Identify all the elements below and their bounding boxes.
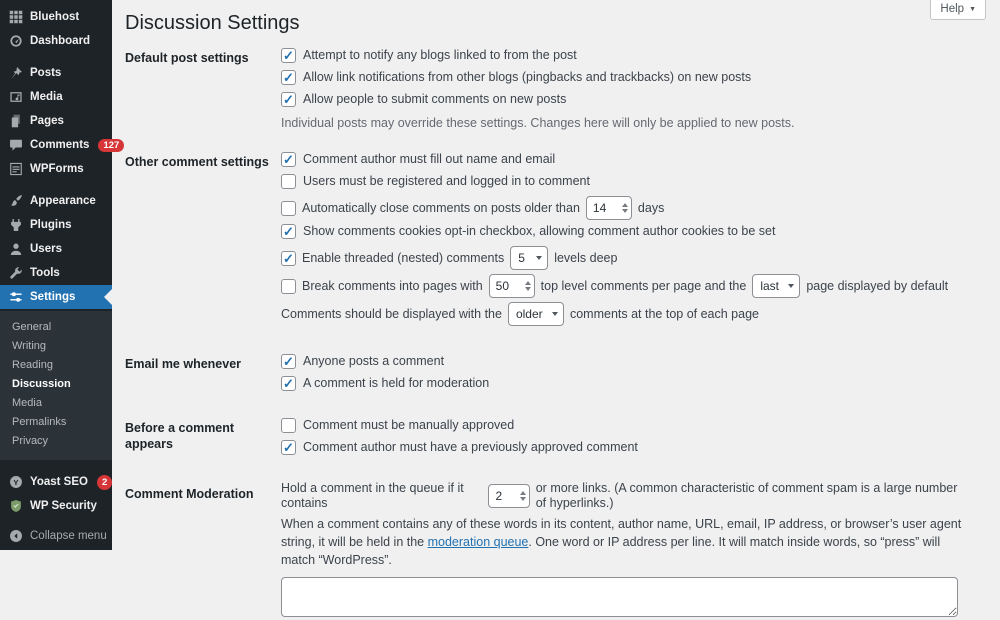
pages-icon xyxy=(9,114,23,128)
sidebar-item-bluehost[interactable] xyxy=(0,5,112,29)
submenu-item-privacy[interactable]: Privacy xyxy=(12,435,49,447)
page-title: Discussion Settings xyxy=(125,12,300,34)
yoast-count-badge: 2 xyxy=(97,475,112,490)
grid-icon xyxy=(9,10,23,24)
submenu-item-discussion[interactable]: Discussion xyxy=(12,378,71,390)
threaded-depth-select[interactable] xyxy=(510,246,548,270)
threaded-label-post: levels deep xyxy=(554,250,618,265)
close-comments-label-pre: Automatically close comments on posts older than xyxy=(302,200,580,215)
sidebar-item-label: WPForms xyxy=(30,163,84,175)
comment-order-select[interactable] xyxy=(508,302,564,326)
sidebar-item-label: Tools xyxy=(30,267,60,279)
checkbox-label: Comment author must have a previously approved comment xyxy=(303,440,638,454)
default-post-note: Individual posts may override these settings. Changes here will only be applied to new posts. xyxy=(281,116,795,130)
section-label: Email me whenever xyxy=(125,357,242,371)
settings-submenu xyxy=(0,311,112,460)
section-label: Comment Moderation xyxy=(125,487,254,501)
sidebar-item-label: Dashboard xyxy=(30,35,91,47)
submenu-item-reading[interactable]: Reading xyxy=(12,359,53,371)
close-comments-checkbox[interactable] xyxy=(281,201,296,216)
collapse-menu-button[interactable] xyxy=(0,524,112,548)
plug-icon xyxy=(9,218,23,232)
checkbox-row-close-comments xyxy=(281,196,971,220)
checkbox-label: Comment author must fill out name and email xyxy=(303,152,556,166)
close-comments-label-post: days xyxy=(637,200,665,215)
order-label-pre: Comments should be displayed with the xyxy=(281,306,502,321)
cookies-optin-checkbox[interactable] xyxy=(281,224,296,239)
default-page-select[interactable] xyxy=(752,274,800,298)
checkbox-row-require-name-email[interactable] xyxy=(281,152,971,167)
close-days-input[interactable] xyxy=(586,196,632,220)
sidebar-item-label: Yoast SEO xyxy=(30,476,88,488)
section-label: Before a comment appears xyxy=(125,421,235,451)
threaded-comments-checkbox[interactable] xyxy=(281,251,296,266)
sliders-icon xyxy=(9,290,23,304)
sidebar-item-label: WP Security xyxy=(30,500,97,512)
sidebar-item-tools[interactable] xyxy=(0,261,112,285)
order-label-post: comments at the top of each page xyxy=(569,306,759,321)
sidebar-item-label: Users xyxy=(30,243,62,255)
max-links-input[interactable] xyxy=(488,484,529,508)
svg-text:Y: Y xyxy=(13,477,19,487)
comments-per-page-input[interactable] xyxy=(489,274,535,298)
sidebar-item-label: Pages xyxy=(30,115,64,127)
checkbox-label: Anyone posts a comment xyxy=(303,354,445,368)
section-before-comment-appears xyxy=(125,418,980,462)
sidebar-item-label: Collapse menu xyxy=(30,530,107,542)
comment-order-select-wrap xyxy=(508,302,564,326)
checkbox-label: Allow link notifications from other blogs (pingbacks and trackbacks) on new posts xyxy=(303,70,752,84)
sidebar-item-users[interactable] xyxy=(0,237,112,261)
pingbacks-checkbox[interactable] xyxy=(281,70,296,85)
comment-bubble-icon xyxy=(9,138,23,152)
sidebar-item-appearance[interactable] xyxy=(0,189,112,213)
sidebar-item-comments[interactable] xyxy=(0,133,120,157)
sidebar-item-label: Bluehost xyxy=(30,11,80,23)
sidebar-item-label: Appearance xyxy=(30,195,96,207)
moderation-queue-link[interactable]: moderation queue xyxy=(427,535,529,549)
brush-icon xyxy=(9,194,23,208)
gauge-icon xyxy=(9,34,23,48)
sidebar-item-label: Media xyxy=(30,91,63,103)
shield-icon xyxy=(9,499,23,513)
allow-comments-checkbox[interactable] xyxy=(281,92,296,107)
sidebar-item-label: Comments xyxy=(30,139,90,151)
checkbox-row-require-registration[interactable] xyxy=(281,174,971,189)
pin-icon xyxy=(9,66,23,80)
checkbox-row-previously-approved[interactable] xyxy=(281,440,971,455)
checkbox-label: Comment must be manually approved xyxy=(303,418,515,432)
section-comment-moderation xyxy=(125,481,980,620)
sidebar-item-plugins[interactable] xyxy=(0,213,112,237)
sidebar-item-settings[interactable] xyxy=(0,285,112,309)
section-email-me-whenever xyxy=(125,354,980,398)
media-icon xyxy=(9,90,23,104)
comments-per-page-field[interactable] xyxy=(496,279,525,293)
hold-label-post: or more links. (A common characteristic of comment spam is a large number of hyperlinks.) xyxy=(535,481,958,510)
checkbox-label: Show comments cookies opt-in checkbox, allowing comment author cookies to be set xyxy=(303,224,776,238)
hold-label-pre: Hold a comment in the queue if it contains xyxy=(281,481,464,510)
submenu-item-media[interactable]: Media xyxy=(12,397,42,409)
sidebar-item-posts[interactable] xyxy=(0,61,112,85)
moderation-text-post: . One word or IP address per line. It will match inside words, so “press” will match “WordPress”. xyxy=(281,535,941,567)
paginate-label-post: page displayed by default xyxy=(806,278,949,293)
paginate-comments-checkbox[interactable] xyxy=(281,279,296,294)
help-button[interactable] xyxy=(930,0,986,20)
form-icon xyxy=(9,162,23,176)
anyone-posts-checkbox[interactable] xyxy=(281,354,296,369)
yoast-icon xyxy=(9,475,23,489)
sidebar-item-wp-security[interactable] xyxy=(0,494,112,518)
moderation-text-pre: When a comment contains any of these words in its content, author name, URL, email, IP address, or browser’s user agent string, it will be held in the xyxy=(281,517,962,549)
paginate-label-pre: Break comments into pages with xyxy=(302,278,483,293)
sidebar-item-media[interactable] xyxy=(0,85,112,109)
checkbox-row-held-moderation[interactable] xyxy=(281,376,971,391)
spinner-icon[interactable] xyxy=(525,281,531,291)
comments-count-badge: 127 xyxy=(98,139,124,152)
submenu-item-permalinks[interactable]: Permalinks xyxy=(12,416,67,428)
help-button-label: Help xyxy=(940,3,965,15)
checkbox-label: Users must be registered and logged in to comment xyxy=(303,174,590,188)
settings-page xyxy=(112,0,1000,620)
close-days-field[interactable] xyxy=(593,201,622,215)
sidebar-item-wpforms[interactable] xyxy=(0,157,112,181)
wrench-icon xyxy=(9,266,23,280)
moderation-keys-description xyxy=(281,515,964,569)
spinner-icon[interactable] xyxy=(520,491,526,501)
sidebar-item-label: Posts xyxy=(30,67,62,79)
checkbox-row-paginate-comments xyxy=(281,274,971,298)
sidebar-item-pages[interactable] xyxy=(0,109,112,133)
section-label: Other comment settings xyxy=(125,155,269,169)
admin-sidebar xyxy=(0,0,120,550)
sidebar-item-label: Settings xyxy=(30,291,76,303)
checkbox-label: Allow people to submit comments on new posts xyxy=(303,92,567,106)
threaded-depth-select-wrap xyxy=(510,246,548,270)
row-comment-order xyxy=(281,302,971,326)
checkbox-row-anyone-posts[interactable] xyxy=(281,354,971,369)
checkbox-row-notify-blogs[interactable] xyxy=(281,48,971,63)
moderation-keys-textarea[interactable] xyxy=(281,577,958,617)
checkbox-row-pingbacks[interactable] xyxy=(281,70,971,85)
max-links-field[interactable] xyxy=(495,489,519,503)
previously-approved-checkbox[interactable] xyxy=(281,440,296,455)
manual-approve-checkbox[interactable] xyxy=(281,418,296,433)
default-page-select-wrap xyxy=(752,274,800,298)
submenu-item-general[interactable]: General xyxy=(12,321,52,333)
section-default-post-settings xyxy=(125,48,980,132)
checkbox-row-allow-comments[interactable] xyxy=(281,92,971,107)
threaded-label-pre: Enable threaded (nested) comments xyxy=(302,250,505,265)
paginate-label-mid: top level comments per page and the xyxy=(540,278,747,293)
section-label: Default post settings xyxy=(125,51,249,65)
checkbox-row-threaded-comments xyxy=(281,246,971,270)
checkbox-row-cookies-optin[interactable] xyxy=(281,224,971,239)
sidebar-item-yoast-seo[interactable] xyxy=(0,470,112,494)
require-name-email-checkbox[interactable] xyxy=(281,152,296,167)
section-other-comment-settings xyxy=(125,152,980,330)
held-moderation-checkbox[interactable] xyxy=(281,376,296,391)
notify-blogs-checkbox[interactable] xyxy=(281,48,296,63)
sidebar-item-label: Plugins xyxy=(30,219,72,231)
caret-down-icon: ▼ xyxy=(969,5,976,13)
checkbox-label: Attempt to notify any blogs linked to from the post xyxy=(303,48,577,62)
checkbox-label: A comment is held for moderation xyxy=(303,376,490,390)
row-hold-comment xyxy=(281,481,971,510)
spinner-icon[interactable] xyxy=(622,203,628,213)
sidebar-item-dashboard[interactable] xyxy=(0,29,112,53)
require-registration-checkbox[interactable] xyxy=(281,174,296,189)
submenu-item-writing[interactable]: Writing xyxy=(12,340,47,352)
checkbox-row-manual-approve[interactable] xyxy=(281,418,971,433)
collapse-arrow-icon xyxy=(9,529,23,543)
person-icon xyxy=(9,242,23,256)
